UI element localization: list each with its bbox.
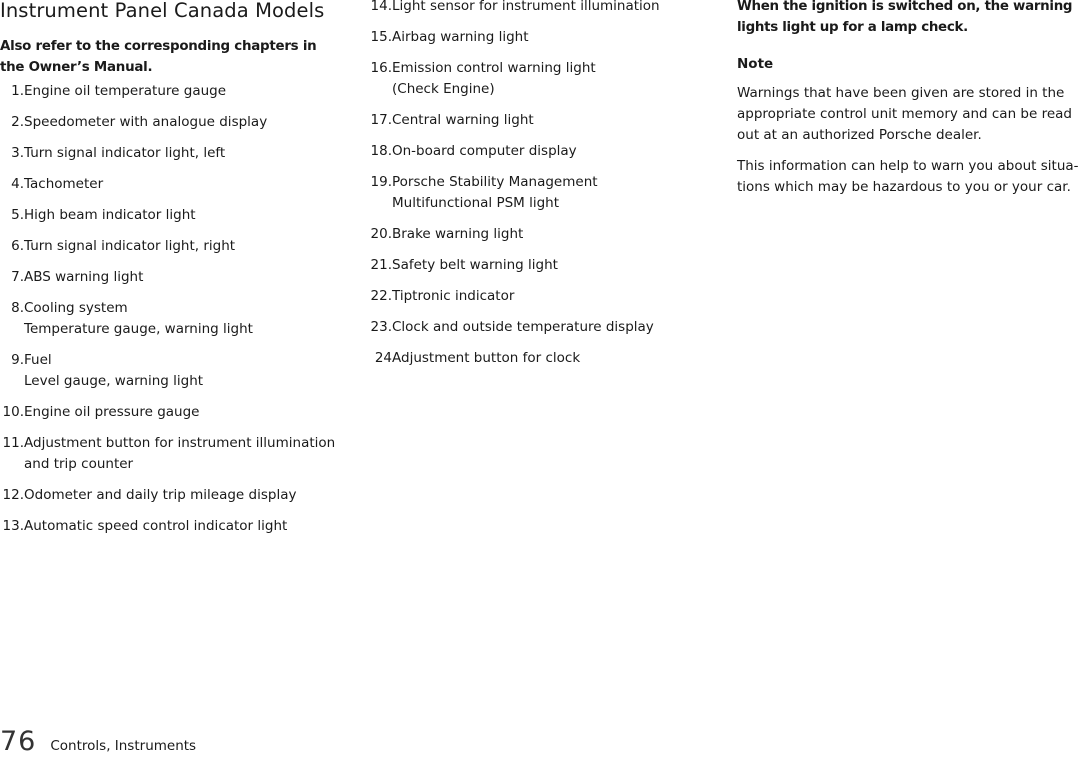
intro-text: Also refer to the corresponding chapters in the Owner’s Manual. [0, 39, 317, 75]
note-heading: Note [737, 56, 774, 72]
page-title: Instrument Panel Canada Models [0, 0, 325, 22]
item-label: Adjustment button for clock [392, 350, 581, 366]
item-number: 9. [11, 352, 24, 368]
middle-column [368, 0, 698, 379]
item-number: 17. [370, 112, 392, 128]
item-number: 8. [11, 300, 24, 316]
item-number: 1. [11, 83, 24, 99]
list-item [0, 402, 340, 423]
item-number: 5. [11, 207, 24, 223]
item-number: 15. [370, 29, 392, 45]
item-label: Clock and outside temperature display [392, 319, 654, 335]
list-item [368, 224, 698, 245]
item-label: Central warning light [392, 112, 534, 128]
list-item [368, 141, 698, 162]
item-number: 23. [370, 319, 392, 335]
item-label: Safety belt warning light [392, 257, 558, 273]
page-footer [0, 726, 196, 758]
list-item [0, 174, 340, 195]
list-item [0, 350, 340, 392]
instrument-list-left [0, 81, 340, 537]
item-number: 4. [11, 176, 24, 192]
list-item [0, 236, 340, 257]
ignition-lamp-check-text: When the ignition is switched on, the warning lights light up for a lamp check. [737, 0, 1073, 35]
list-item [368, 172, 698, 214]
list-item [0, 143, 340, 164]
item-label: Turn signal indicator light, right [24, 238, 236, 254]
right-column [737, 0, 1083, 208]
item-number: 16. [370, 60, 392, 76]
list-item [0, 485, 340, 506]
item-label: Engine oil temperature gauge [24, 83, 227, 99]
item-label: Engine oil pressure gauge [24, 404, 200, 420]
list-item [0, 205, 340, 226]
section-label: Controls, Instruments [50, 738, 197, 754]
item-number: 18. [370, 143, 392, 159]
item-label: Brake warning light [392, 226, 524, 242]
item-label: Emission control warning light (Check Engine) [392, 60, 596, 97]
list-item [368, 255, 698, 276]
list-item [368, 317, 698, 338]
item-label: Airbag warning light [392, 29, 529, 45]
item-label: On-board computer display [392, 143, 577, 159]
item-label: Turn signal indicator light, left [24, 145, 226, 161]
list-item [368, 58, 698, 100]
item-number: 21. [370, 257, 392, 273]
page-number: 76 [0, 726, 37, 757]
list-item [0, 267, 340, 288]
list-item [0, 298, 340, 340]
item-label: High beam indicator light [24, 207, 196, 223]
item-label: Automatic speed control indicator light [24, 518, 288, 534]
item-number: 24 [374, 350, 392, 366]
list-item [368, 110, 698, 131]
item-label: Porsche Stability Management Multifunctional PSM light [392, 174, 598, 211]
item-label: Odometer and daily trip mileage display [24, 487, 297, 503]
list-item [368, 27, 698, 48]
item-number: 6. [11, 238, 24, 254]
item-label: Speedometer with analogue display [24, 114, 268, 130]
item-label: Fuel Level gauge, warning light [24, 352, 204, 389]
list-item [368, 0, 698, 17]
item-label: Light sensor for instrument illumination [392, 0, 660, 14]
item-label: Adjustment button for instrument illumination and trip counter [24, 435, 336, 472]
item-number: 2. [11, 114, 24, 130]
item-number: 10. [2, 404, 24, 420]
item-number: 7. [11, 269, 24, 285]
list-item [0, 433, 340, 475]
list-item [0, 516, 340, 537]
item-label: Tiptronic indicator [392, 288, 515, 304]
item-number: 3. [11, 145, 24, 161]
note-paragraph-warning: This information can help to warn you about situa-tions which may be hazardous to you or your car. [737, 158, 1079, 195]
item-label: ABS warning light [24, 269, 144, 285]
list-item [0, 112, 340, 133]
item-label: Cooling system Temperature gauge, warning light [24, 300, 253, 337]
item-number: 13. [2, 518, 24, 534]
list-item [368, 348, 698, 369]
item-number: 14. [370, 0, 392, 14]
item-number: 12. [2, 487, 24, 503]
list-item [368, 286, 698, 307]
item-number: 19. [370, 174, 392, 190]
list-item [0, 81, 340, 102]
item-number: 22. [370, 288, 392, 304]
note-paragraph-memory: Warnings that have been given are stored in the appropriate control unit memory and can be read out at an authorized Porsche dealer. [737, 85, 1072, 143]
instrument-list-middle [368, 0, 698, 369]
item-label: Tachometer [24, 176, 104, 192]
left-column [0, 0, 340, 547]
item-number: 11. [2, 435, 24, 451]
item-number: 20. [370, 226, 392, 242]
